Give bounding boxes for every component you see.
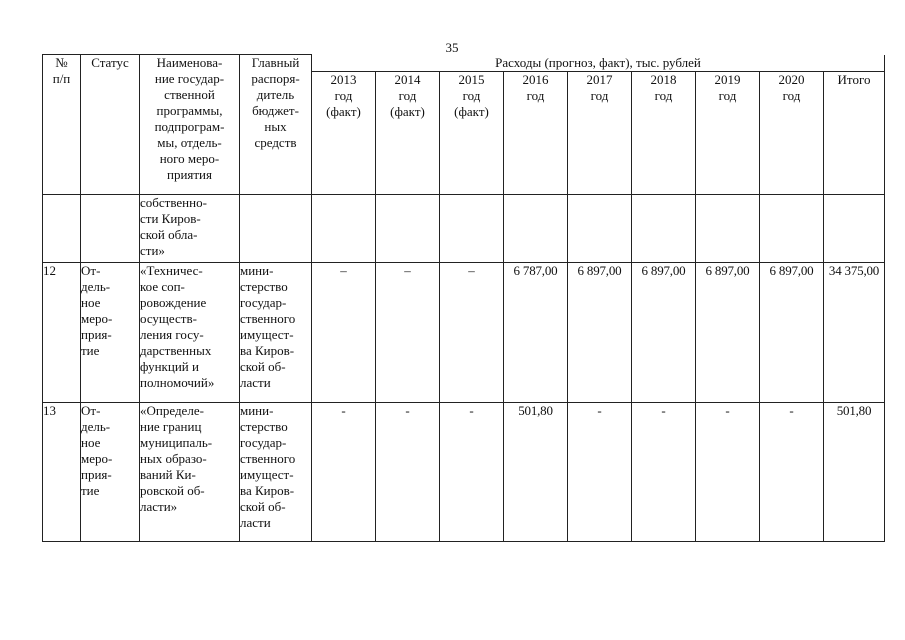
header-status: Статус <box>81 55 140 195</box>
header-manager: Главный распоря- дитель бюджет- ных средств <box>240 55 312 195</box>
row-value <box>504 194 568 262</box>
row-value: - <box>376 402 440 541</box>
row-status <box>81 194 140 262</box>
row-value: - <box>312 402 376 541</box>
row-value: 6 897,00 <box>760 262 824 402</box>
header-total: Итого <box>824 71 885 194</box>
budget-table <box>42 54 885 542</box>
header-row-top <box>43 55 885 72</box>
row-value: 6 897,00 <box>696 262 760 402</box>
page-number: 35 <box>445 40 459 55</box>
table-row <box>43 194 885 262</box>
row-value: – <box>376 262 440 402</box>
header-year-2019: 2019 год <box>696 71 760 194</box>
row-num <box>43 194 81 262</box>
row-value: - <box>760 402 824 541</box>
row-value: – <box>440 262 504 402</box>
header-year-2018: 2018 год <box>632 71 696 194</box>
row-value: 6 897,00 <box>632 262 696 402</box>
row-value: 6 897,00 <box>568 262 632 402</box>
header-year-2020: 2020 год <box>760 71 824 194</box>
row-status: От- дель- ное меро- прия- тие <box>81 402 140 541</box>
header-name: Наименова- ние государ- ственной программы, подпрограм- мы, отдель- ного меро- приятия <box>140 55 240 195</box>
row-value <box>632 194 696 262</box>
row-value <box>824 194 885 262</box>
header-year-2015: 2015 год (факт) <box>440 71 504 194</box>
row-value <box>696 194 760 262</box>
header-expenses: Расходы (прогноз, факт), тыс. рублей <box>312 55 885 72</box>
row-value: - <box>632 402 696 541</box>
row-value: 6 787,00 <box>504 262 568 402</box>
row-value: - <box>696 402 760 541</box>
row-manager: мини- стерство государ- ственного имущест- ва Киров- ской об- ласти <box>240 402 312 541</box>
header-year-2017: 2017 год <box>568 71 632 194</box>
row-value: 501,80 <box>504 402 568 541</box>
table-row <box>43 402 885 541</box>
row-value: 34 375,00 <box>824 262 885 402</box>
row-name: собственно- сти Киров- ской обла- сти» <box>140 194 240 262</box>
header-num: № п/п <box>43 55 81 195</box>
row-value: - <box>568 402 632 541</box>
header-year-2014: 2014 год (факт) <box>376 71 440 194</box>
row-num: 12 <box>43 262 81 402</box>
row-value <box>376 194 440 262</box>
row-value <box>568 194 632 262</box>
row-status: От- дель- ное меро- прия- тие <box>81 262 140 402</box>
row-value <box>440 194 504 262</box>
row-value: - <box>440 402 504 541</box>
header-year-2013: 2013 год (факт) <box>312 71 376 194</box>
row-manager <box>240 194 312 262</box>
row-value <box>312 194 376 262</box>
row-name: «Определе- ние границ муниципаль- ных образо- ваний Ки- ровской об- ласти» <box>140 402 240 541</box>
table-row <box>43 262 885 402</box>
header-year-2016: 2016 год <box>504 71 568 194</box>
row-value: 501,80 <box>824 402 885 541</box>
row-value: – <box>312 262 376 402</box>
row-value <box>760 194 824 262</box>
row-name: «Техничес- кое соп- ровождение осуществ- ления госу- дарственных функций и полномочий» <box>140 262 240 402</box>
row-manager: мини- стерство государ- ственного имущест- ва Киров- ской об- ласти <box>240 262 312 402</box>
row-num: 13 <box>43 402 81 541</box>
